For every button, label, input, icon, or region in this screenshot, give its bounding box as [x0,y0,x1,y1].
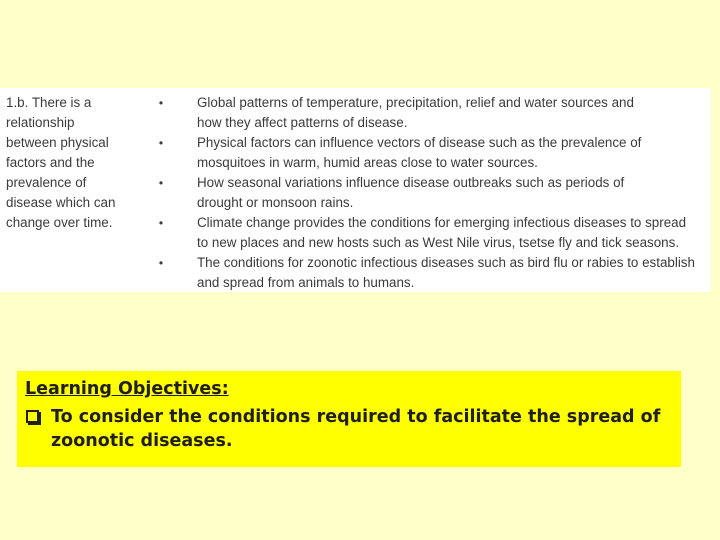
reference-line: factors and the [6,155,95,170]
bullet-text [197,173,707,213]
bullet-line: Climate change provides the conditions for emerging infectious diseases to spread [197,215,687,230]
reference-line: prevalence of [6,175,87,190]
list-item [155,93,707,133]
reference-line: between physical [6,135,109,150]
bullet-text [197,253,707,293]
bullet-line: How seasonal variations influence disease outbreaks such as periods of [197,175,625,190]
bullet-line: how they affect patterns of disease. [197,115,408,130]
list-item [155,133,707,173]
list-item [155,173,707,213]
list-item [155,213,707,253]
bullet-line: to new places and new hosts such as West Nile virus, tsetse fly and tick seasons. [197,235,680,250]
learning-objectives-heading: Learning Objectives: [25,379,229,399]
bullet-icon: • [158,96,164,110]
bullet-icon: • [158,256,164,270]
reference-line: change over time. [6,215,113,230]
reference-line: relationship [6,115,75,130]
bullet-text [197,213,707,253]
bullet-line: drought or monsoon rains. [197,195,354,210]
bullet-line: Global patterns of temperature, precipitation, relief and water sources and [197,95,634,110]
learning-objectives-box [17,371,681,467]
bullet-text [197,93,707,133]
bullet-line: Physical factors can influence vectors of disease such as the prevalence of [197,135,642,150]
bullet-icon: • [158,216,164,230]
bullet-text [197,133,707,173]
objective-line: zoonotic diseases. [51,431,233,451]
list-item [155,253,707,293]
bullet-line: and spread from animals to humans. [197,275,415,290]
specification-box [0,88,711,292]
specification-reference [6,93,136,233]
objective-text [51,405,660,453]
bullet-line: The conditions for zoonotic infectious diseases such as bird flu or rabies to establish [197,255,695,270]
bullet-icon: • [158,176,164,190]
objective-line: To consider the conditions required to facilitate the spread of [51,407,661,427]
checkbox-icon [26,410,39,423]
bullet-line: mosquitoes in warm, humid areas close to water sources. [197,155,538,170]
bullet-icon: • [158,136,164,150]
specification-bullet-list [155,93,707,293]
reference-line: disease which can [6,195,116,210]
reference-line: 1.b. There is a [6,95,92,110]
